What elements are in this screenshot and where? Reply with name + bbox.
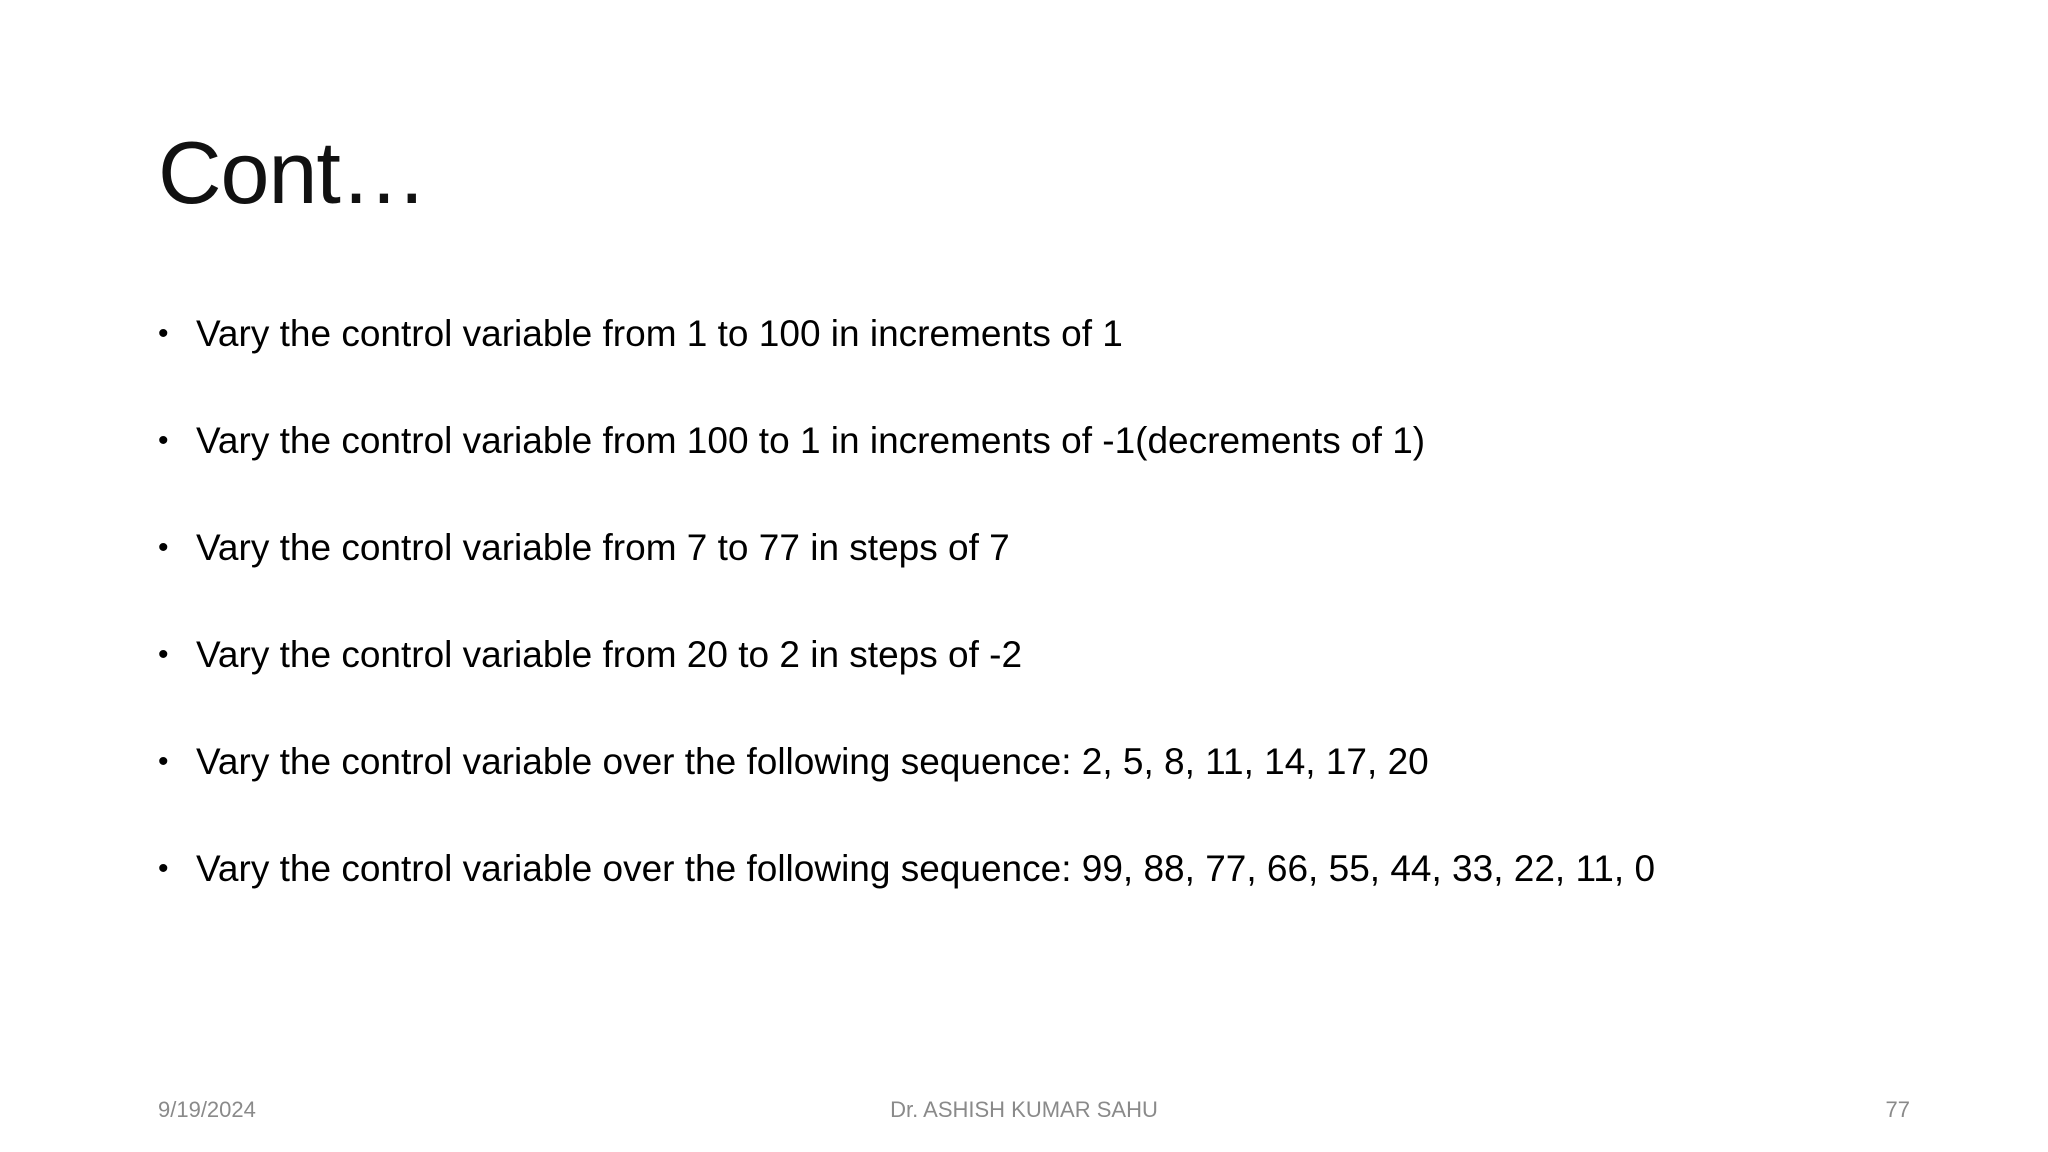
bullet-text: Vary the control variable from 20 to 2 in steps of -2 <box>196 634 1023 675</box>
bullet-text: Vary the control variable from 1 to 100 in increments of 1 <box>196 313 1123 354</box>
bullet-item <box>158 841 1655 948</box>
bullet-icon: • <box>158 424 169 457</box>
bullet-icon: • <box>158 317 169 350</box>
bullet-text: Vary the control variable over the following sequence: 2, 5, 8, 11, 14, 17, 20 <box>196 741 1429 782</box>
bullet-item <box>158 627 1655 734</box>
bullet-icon: • <box>158 531 169 564</box>
bullet-icon: • <box>158 745 169 778</box>
bullet-item <box>158 306 1655 413</box>
bullet-text: Vary the control variable from 100 to 1 in increments of -1(decrements of 1) <box>196 420 1426 461</box>
bullet-item <box>158 734 1655 841</box>
bullet-text: Vary the control variable from 7 to 77 in steps of 7 <box>196 527 1010 568</box>
slide-title: Cont… <box>158 123 427 222</box>
page-number: 77 <box>1885 1097 1910 1122</box>
footer-date: 9/19/2024 <box>158 1097 256 1122</box>
bullet-text: Vary the control variable over the following sequence: 99, 88, 77, 66, 55, 44, 33, 22, 11, 0 <box>196 848 1656 889</box>
bullet-item <box>158 520 1655 627</box>
bullet-icon: • <box>158 638 169 671</box>
bullet-list <box>158 306 1655 948</box>
bullet-icon: • <box>158 852 169 885</box>
bullet-item <box>158 413 1655 520</box>
footer-author: Dr. ASHISH KUMAR SAHU <box>890 1097 1158 1122</box>
